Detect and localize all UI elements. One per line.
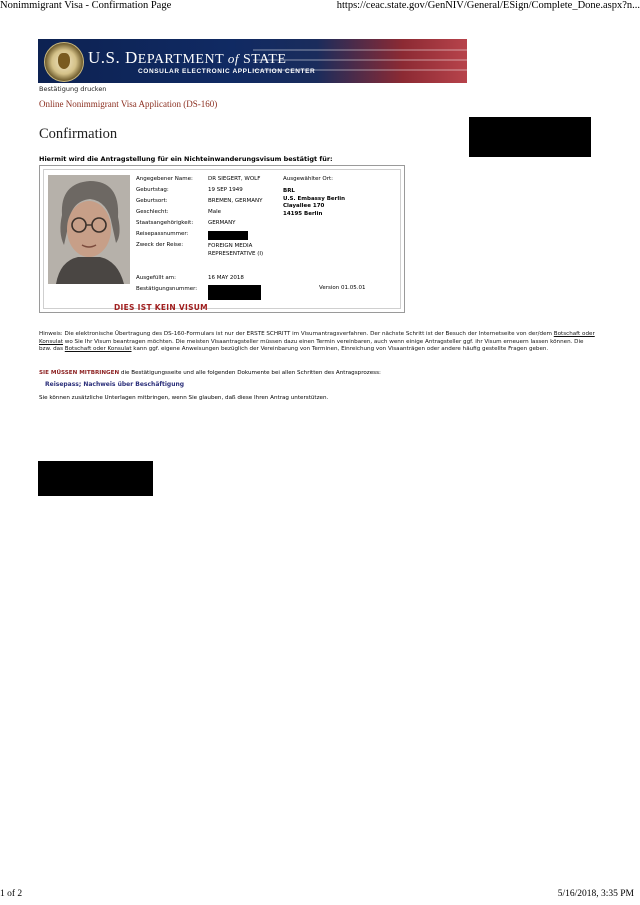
applicant-nationality: GERMANY xyxy=(208,220,236,226)
redaction-block xyxy=(469,117,591,157)
field-row: Geschlecht: Male xyxy=(136,209,276,220)
page-count: 1 of 2 xyxy=(0,889,23,899)
applicant-fields xyxy=(136,176,276,297)
print-page-url: https://ceac.state.gov/GenNIV/General/ESign/Complete_Done.aspx?n... xyxy=(336,0,640,11)
completion-date: 16 MAY 2018 xyxy=(208,275,244,281)
additional-documents-note: Sie können zusätzliche Unterlagen mitbringen, wenn Sie glauben, daß diese Ihren Antrag unterstützen. xyxy=(39,395,329,401)
field-row: Ausgefüllt am: 16 MAY 2018 xyxy=(136,275,276,286)
field-row: Reisepassnummer: xyxy=(136,231,276,242)
form-version: Version 01.05.01 xyxy=(319,285,366,291)
field-row: Geburtstag: 19 SEP 1949 xyxy=(136,187,276,198)
applicant-photo xyxy=(48,175,130,284)
print-header xyxy=(0,0,640,14)
applicant-name: DR SIEGERT, WOLF xyxy=(208,176,261,182)
print-page-title: Nonimmigrant Visa - Confirmation Page xyxy=(0,0,172,11)
field-row: Geburtsort: BREMEN, GERMANY xyxy=(136,198,276,209)
print-confirmation-link[interactable]: Bestätigung drucken xyxy=(39,85,107,93)
must-bring-notice: SIE MÜSSEN MITBRINGEN die Bestätigungsseite und alle folgenden Dokumente bei allen Schritten des Antragsprozess: xyxy=(39,370,381,376)
banner-subtitle: CONSULAR ELECTRONIC APPLICATION CENTER xyxy=(138,68,316,75)
department-banner xyxy=(38,39,467,83)
applicant-pob: BREMEN, GERMANY xyxy=(208,198,263,204)
required-documents: Reisepass; Nachweis über Beschäftigung xyxy=(45,381,185,388)
confirmation-intro: Hiermit wird die Antragstellung für ein Nichteinwanderungsvisum bestätigt für: xyxy=(39,155,333,163)
applicant-sex: Male xyxy=(208,209,222,215)
applicant-purpose: FOREIGN MEDIA REPRESENTATIVE (I) xyxy=(208,243,264,257)
selected-location: Ausgewählter Ort: BRL U.S. Embassy Berlin Clayallee 170 14195 Berlin xyxy=(283,176,346,217)
field-row: Angegebener Name: DR SIEGERT, WOLF xyxy=(136,176,276,187)
print-footer xyxy=(0,889,640,901)
embassy-link[interactable]: Botschaft oder Konsulat xyxy=(39,331,595,345)
print-timestamp: 5/16/2018, 3:35 PM xyxy=(557,889,634,899)
field-row: Bestätigungsnummer: xyxy=(136,286,276,297)
confirmation-redaction xyxy=(208,285,261,300)
next-steps-notice: Hinweis: Die elektronische Übertragung des DS-160-Formulars ist nur der ERSTE SCHRITT im Visumantragsverfahren. Der nächste Schritt ist der Besuch der Internetseite von der/dem Botschaft oder Konsulat wo Sie Ihr Visum beantragen möchten. Die meisten Visaantragsteller müssen dazu einen Termin vereinbaren, auch wenn einige Antragsteller ggf. ihr Visum erneuern lassen können. Die bzw. das Botschaft oder Konsulat kann ggf. eigene Anweisungen bezüglich der Vereinbarung von Terminen, Einreichung von Visaanträgen oder andere häufig gestellte Fragen geben. xyxy=(39,331,595,352)
field-row: Zweck der Reise: FOREIGN MEDIA REPRESENTATIVE (I) xyxy=(136,242,276,275)
not-a-visa-notice: DIES IST KEIN VISUM xyxy=(114,303,208,312)
application-title: Online Nonimmigrant Visa Application (DS-160) xyxy=(39,99,218,109)
state-department-seal-icon xyxy=(44,42,84,82)
embassy-link-2[interactable]: Botschaft oder Konsulat xyxy=(64,346,132,352)
passport-redaction xyxy=(208,231,248,240)
applicant-card xyxy=(39,165,405,313)
page-title: Confirmation xyxy=(39,126,118,142)
redaction-block xyxy=(38,461,153,496)
field-row: Staatsangehörigkeit: GERMANY xyxy=(136,220,276,231)
department-name: U.S. DEPARTMENT of STATE xyxy=(88,48,287,67)
applicant-dob: 19 SEP 1949 xyxy=(208,187,243,193)
